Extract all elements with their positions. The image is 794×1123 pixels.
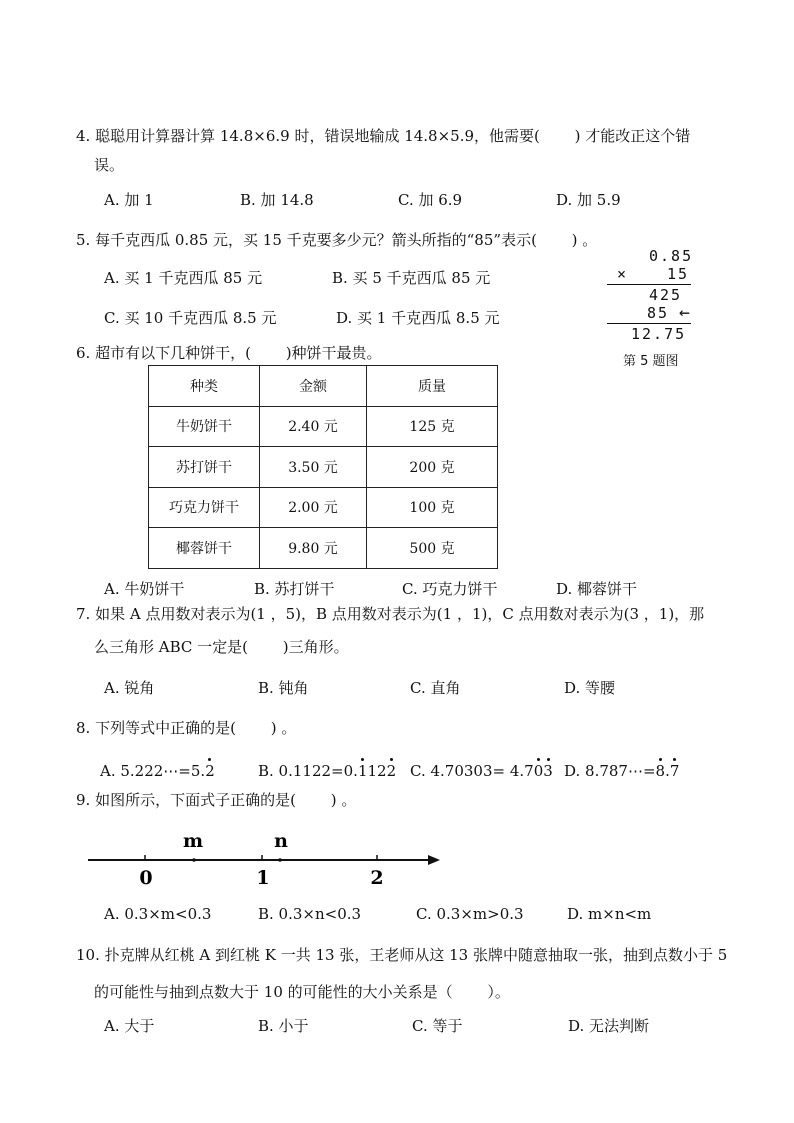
q6-option-d[interactable]: D. 椰蓉饼干 (556, 580, 638, 598)
q7-line2: 么三角形 ABC 一定是( )三角形。 (94, 638, 349, 656)
table-cell: 3.50 元 (260, 447, 367, 488)
repeating-digit: 2 (205, 762, 215, 780)
q8-option-c-text: C. 4.70303= 4.7 (410, 762, 534, 780)
q8-option-d[interactable] (564, 762, 679, 780)
table-cell: 巧克力饼干 (149, 487, 260, 528)
table-cell: 苏打饼干 (149, 447, 260, 488)
table-cell: 2.40 元 (260, 406, 367, 447)
q5-option-c[interactable]: C. 买 10 千克西瓜 8.5 元 (104, 309, 277, 327)
q6-option-b[interactable]: B. 苏打饼干 (254, 580, 335, 598)
q6-line1: 6. 超市有以下几种饼干，( )种饼干最贵。 (76, 344, 382, 362)
q4-option-c[interactable]: C. 加 6.9 (398, 191, 463, 209)
q5-figure-caption: 第 5 题图 (623, 354, 679, 369)
q6-option-c[interactable]: C. 巧克力饼干 (402, 580, 498, 598)
mult-row-multiplier: 15 (667, 265, 690, 283)
tick-label-1: 1 (256, 867, 270, 889)
repeating-digit: 1 (357, 762, 368, 780)
q7-option-c[interactable]: C. 直角 (410, 679, 461, 697)
q8-option-b-mid: 12 (367, 762, 387, 780)
mult-line-1 (607, 284, 691, 285)
repeating-digit: 0 (533, 762, 544, 780)
point-m-marker (192, 858, 196, 862)
q8-option-d-mid: . (665, 762, 670, 780)
mult-row-partial-2: 85 (647, 304, 670, 322)
q7-option-a[interactable]: A. 锐角 (104, 679, 155, 697)
q5-option-b[interactable]: B. 买 5 千克西瓜 85 元 (332, 269, 491, 287)
point-n-label: n (274, 830, 288, 852)
q7-option-d[interactable]: D. 等腰 (564, 679, 616, 697)
mult-row-product: 12.75 (631, 325, 687, 343)
arrow-left-icon: ← (679, 302, 690, 323)
q10-line2: 的可能性与抽到点数大于 10 的可能性的大小关系是（ ）。 (94, 983, 510, 1001)
repeating-digit: 7 (669, 762, 680, 780)
table-row (149, 528, 498, 569)
q10-option-d[interactable]: D. 无法判断 (568, 1017, 650, 1035)
mult-row-multiplicand: 0.85 (649, 247, 694, 265)
q7-option-b[interactable]: B. 钝角 (258, 679, 309, 697)
table-cell: 椰蓉饼干 (149, 528, 260, 569)
repeating-digit: 2 (386, 762, 397, 780)
tick-label-0: 0 (139, 867, 153, 889)
q4-option-d[interactable]: D. 加 5.9 (556, 191, 621, 209)
table-cell: 200 克 (367, 447, 498, 488)
q7-line1: 7. 如果 A 点用数对表示为(1 ，5)，B 点用数对表示为(1 ，1)，C 点用数对表示为(3 ，1)，那 (76, 605, 705, 623)
q6-option-a[interactable]: A. 牛奶饼干 (104, 580, 185, 598)
q9-line1: 9. 如图所示，下面式子正确的是( ) 。 (76, 791, 357, 809)
q8-option-a[interactable] (100, 762, 215, 780)
table-header-cell: 金额 (260, 366, 367, 407)
table-cell: 2.00 元 (260, 487, 367, 528)
q9-option-b[interactable]: B. 0.3×n<0.3 (258, 905, 362, 923)
q10-option-a[interactable]: A. 大于 (104, 1017, 155, 1035)
q8-option-b-text: B. 0.1122=0. (258, 762, 358, 780)
table-row (149, 406, 498, 447)
q8-option-a-text: A. 5.222⋯=5. (100, 762, 206, 780)
table-cell: 125 克 (367, 406, 498, 447)
number-line-arrowhead (428, 855, 440, 865)
table-header-cell: 种类 (149, 366, 260, 407)
table-row (149, 447, 498, 488)
q8-option-d-text: D. 8.787⋯= (564, 762, 656, 780)
table-cell: 牛奶饼干 (149, 406, 260, 447)
mult-row-partial-1: 425 (649, 286, 683, 304)
table-header-cell: 质量 (367, 366, 498, 407)
table-row (149, 487, 498, 528)
q10-line1: 10. 扑克牌从红桃 A 到红桃 K 一共 13 张，王老师从这 13 张牌中随意抽取一张，抽到点数小于 5 (76, 946, 728, 964)
mult-times-sign: × (617, 265, 629, 283)
point-n-marker (278, 858, 282, 862)
q9-option-c[interactable]: C. 0.3×m>0.3 (416, 905, 524, 923)
q4-line1: 4. 聪聪用计算器计算 14.8×6.9 时，错误地输成 14.8×5.9，他需要( ) 才能改正这个错 (76, 127, 691, 145)
point-m-label: m (182, 830, 204, 852)
table-cell: 500 克 (367, 528, 498, 569)
q4-line2: 误。 (94, 156, 125, 174)
q8-line1: 8. 下列等式中正确的是( ) 。 (76, 719, 297, 737)
table-cell: 100 克 (367, 487, 498, 528)
q9-option-a[interactable]: A. 0.3×m<0.3 (104, 905, 212, 923)
q10-option-b[interactable]: B. 小于 (258, 1017, 309, 1035)
number-line-figure (80, 820, 450, 890)
q9-option-d[interactable]: D. m×n<m (567, 905, 652, 923)
table-cell: 9.80 元 (260, 528, 367, 569)
repeating-digit: 3 (543, 762, 553, 780)
mult-line-2 (607, 323, 691, 324)
q8-option-c[interactable] (410, 762, 553, 780)
q5-option-a[interactable]: A. 买 1 千克西瓜 85 元 (104, 269, 263, 287)
q4-option-a[interactable]: A. 加 1 (104, 191, 154, 209)
q10-option-c[interactable]: C. 等于 (412, 1017, 463, 1035)
q8-option-b[interactable] (258, 762, 396, 780)
repeating-digit: 8 (655, 762, 666, 780)
q5-option-d[interactable]: D. 买 1 千克西瓜 8.5 元 (336, 309, 500, 327)
q5-line1: 5. 每千克西瓜 0.85 元，买 15 千克要多少元？箭头所指的“85”表示( ) 。 (76, 231, 598, 249)
biscuit-price-table (148, 365, 498, 569)
q4-option-b[interactable]: B. 加 14.8 (240, 191, 314, 209)
tick-label-2: 2 (370, 867, 384, 889)
table-header-row (149, 366, 498, 407)
